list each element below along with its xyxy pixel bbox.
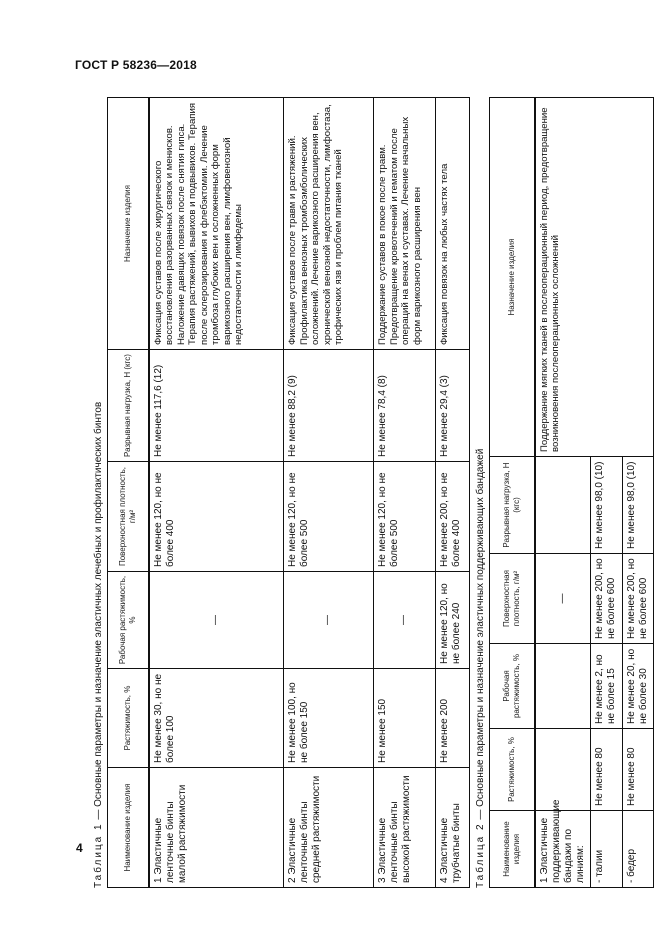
t2-row2-load: Не менее 98,0 (10) <box>622 457 653 554</box>
t1-row1-stretch: Не менее 30, но не более 100 <box>149 669 284 768</box>
t1-header-purpose: Назначение изделия <box>108 98 149 350</box>
t1-row1-name: 1 Эластичные ленточные бинты малой растяжимости <box>149 768 284 888</box>
t2-group-purpose: Поддержание мягких тканей в послеоперационный период, предотвращение возникновения послеоперационных осложнений <box>535 98 654 457</box>
table2-caption <box>475 449 486 888</box>
t1-row3-name: 3 Эластичные ленточные бинты высокой растяжимости <box>374 768 436 888</box>
table2-header-row <box>490 98 535 888</box>
t1-header-name: Наименование изделия <box>108 768 149 888</box>
table2 <box>489 97 654 888</box>
table-row <box>284 98 374 888</box>
t1-row1-working-stretch: — <box>149 572 284 669</box>
t1-row1-load: Не менее 117,6 (12) <box>149 350 284 462</box>
t1-row1-density: Не менее 120, но не более 400 <box>149 462 284 572</box>
t1-header-load: Разрывная нагрузка, Н (кгс) <box>108 350 149 462</box>
t1-row2-working-stretch: — <box>284 572 374 669</box>
t1-row2-density: Не менее 120, но не более 500 <box>284 462 374 572</box>
t1-header-working-stretch: Рабочая растяжимость, % <box>108 572 149 669</box>
t1-row3-density: Не менее 120, но не более 500 <box>374 462 436 572</box>
t2-row2-stretch: Не менее 80 <box>622 729 653 811</box>
t1-row4-density: Не менее 200, но не более 400 <box>436 462 470 572</box>
t1-row2-name: 2 Эластичные ленточные бинты средней растяжимости <box>284 768 374 888</box>
t2-row2-density: Не менее 200, но не более 600 <box>622 554 653 644</box>
t2-row1-name: - талии <box>591 811 622 888</box>
t2-row2-name: - бедер <box>622 811 653 888</box>
t2-row1-working-stretch: Не менее 2, но не более 15 <box>591 644 622 729</box>
t2-header-load: Разрывная нагрузка, Н (кгс) <box>490 457 535 554</box>
t2-header-purpose: Назначение изделия <box>490 98 535 457</box>
t2-group-density: — <box>535 554 591 644</box>
t1-row3-working-stretch: — <box>374 572 436 669</box>
t1-row2-stretch: Не менее 100, но не более 150 <box>284 669 374 768</box>
table-row <box>535 98 591 888</box>
table-row <box>374 98 436 888</box>
t1-row3-stretch: Не менее 150 <box>374 669 436 768</box>
t1-row2-purpose: Фиксация суставов после травм и растяжений. Профилактика венозных тромбоэмболических осложнений. Лечение варикозного расширения вен, хронической венозной недостаточности, лимфостаза, трофических язв и проблем питания тканей <box>284 98 374 350</box>
t1-row4-name: 4 Эластичные трубчатые бинты <box>436 768 470 888</box>
t1-row3-purpose: Поддержание суставов в покое после травм. Предотвращение кровотечений и гематом после операций на венах и суставах. Лечение начальных форм варикозного расширения вен <box>374 98 436 350</box>
t2-row1-stretch: Не менее 80 <box>591 729 622 811</box>
t1-row4-working-stretch: Не менее 120, но не более 240 <box>436 572 470 669</box>
table1-header-row <box>108 98 149 888</box>
landscape-page <box>89 88 649 888</box>
t1-row4-purpose: Фиксация повязок на любых частях тела <box>436 98 470 350</box>
table1 <box>107 97 470 888</box>
t1-header-stretch: Растяжимость, % <box>108 669 149 768</box>
page-number: 4 <box>76 841 83 855</box>
table-row <box>436 98 470 888</box>
t1-row2-load: Не менее 88,2 (9) <box>284 350 374 462</box>
t2-header-stretch: Растяжимость, % <box>490 729 535 811</box>
t2-row1-load: Не менее 98,0 (10) <box>591 457 622 554</box>
t1-row4-load: Не менее 29,4 (3) <box>436 350 470 462</box>
table2-caption-text: — Основные параметры и назначение эластичных поддерживающих бандажей <box>475 448 486 823</box>
document-header: ГОСТ Р 58236—2018 <box>75 58 197 72</box>
table1-caption <box>93 402 104 888</box>
t2-row1-density: Не менее 200, но не более 600 <box>591 554 622 644</box>
t1-row4-stretch: Не менее 200 <box>436 669 470 768</box>
table2-caption-label: Таблица 2 <box>475 822 486 888</box>
t1-row3-load: Не менее 78,4 (8) <box>374 350 436 462</box>
t2-header-name: Наименование изделия <box>490 811 535 888</box>
table1-caption-label: Таблица 1 <box>93 822 104 888</box>
table1-caption-text: — Основные параметры и назначение эластичных лечебных и профилактических бинтов <box>93 401 104 823</box>
t2-header-density: Поверхностная плотность, г/м² <box>490 554 535 644</box>
t1-header-density: Поверхностная плотность, г/м² <box>108 462 149 572</box>
table-row <box>149 98 284 888</box>
t2-header-working-stretch: Рабочая растяжимость, % <box>490 644 535 729</box>
t1-row1-purpose: Фиксация суставов после хирургического восстановления разорванных связок и менисков. Наложение давящих повязок после снятия гипса. Терапия растяжений, вывихов и подвывихов. Терапия после склерозирования и флебэктомии. Лечение тромбоза глубоких вен и осложненных форм варикозного расширения вен, лимфовенозной недостаточности и лимфедемы <box>149 98 284 350</box>
t2-row2-working-stretch: Не менее 20, но не более 30 <box>622 644 653 729</box>
t2-group-name: 1 Эластичные поддерживающие бандажи по линиям: <box>535 811 591 888</box>
